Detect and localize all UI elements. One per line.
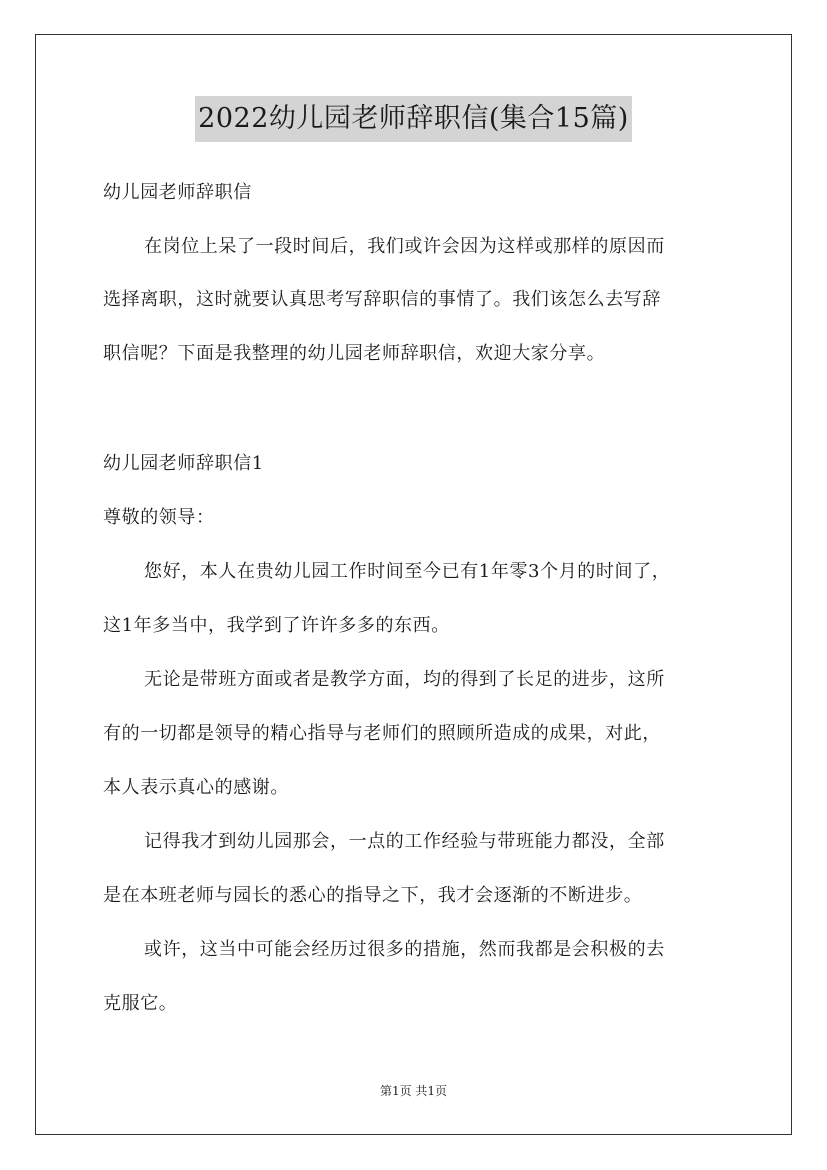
paragraph-line: 选择离职，这时就要认真思考写辞职信的事情了。我们该怎么去写辞 — [103, 289, 661, 310]
paragraph-line: 本人表示真心的感谢。 — [103, 777, 289, 798]
letter-heading: 幼儿园老师辞职信1 — [103, 453, 264, 474]
paragraph-line: 无论是带班方面或者是教学方面，均的得到了长足的进步，这所 — [144, 669, 665, 690]
section-heading: 幼儿园老师辞职信 — [103, 182, 252, 203]
paragraph-line: 这1年多当中，我学到了许许多多的东西。 — [103, 615, 450, 636]
paragraph-line: 有的一切都是领导的精心指导与老师们的照顾所造成的成果，对此， — [103, 723, 661, 744]
paragraph-line: 是在本班老师与园长的悉心的指导之下，我才会逐渐的不断进步。 — [103, 885, 643, 906]
page-footer: 第1页 共1页 — [379, 1084, 448, 1098]
paragraph-line: 职信呢？下面是我整理的幼儿园老师辞职信，欢迎大家分享。 — [103, 343, 606, 364]
document-title: 2022幼儿园老师辞职信(集合15篇) — [195, 96, 632, 142]
paragraph-line: 您好，本人在贵幼儿园工作时间至今已有1年零3个月的时间了， — [144, 561, 671, 582]
paragraph-line: 或许，这当中可能会经历过很多的措施，然而我都是会积极的去 — [144, 939, 665, 960]
salutation: 尊敬的领导： — [103, 507, 215, 528]
title-wrapper — [0, 96, 827, 142]
paragraph-line: 克服它。 — [103, 993, 178, 1014]
paragraph-line: 在岗位上呆了一段时间后，我们或许会因为这样或那样的原因而 — [144, 236, 665, 257]
paragraph-line: 记得我才到幼儿园那会，一点的工作经验与带班能力都没，全部 — [144, 831, 665, 852]
